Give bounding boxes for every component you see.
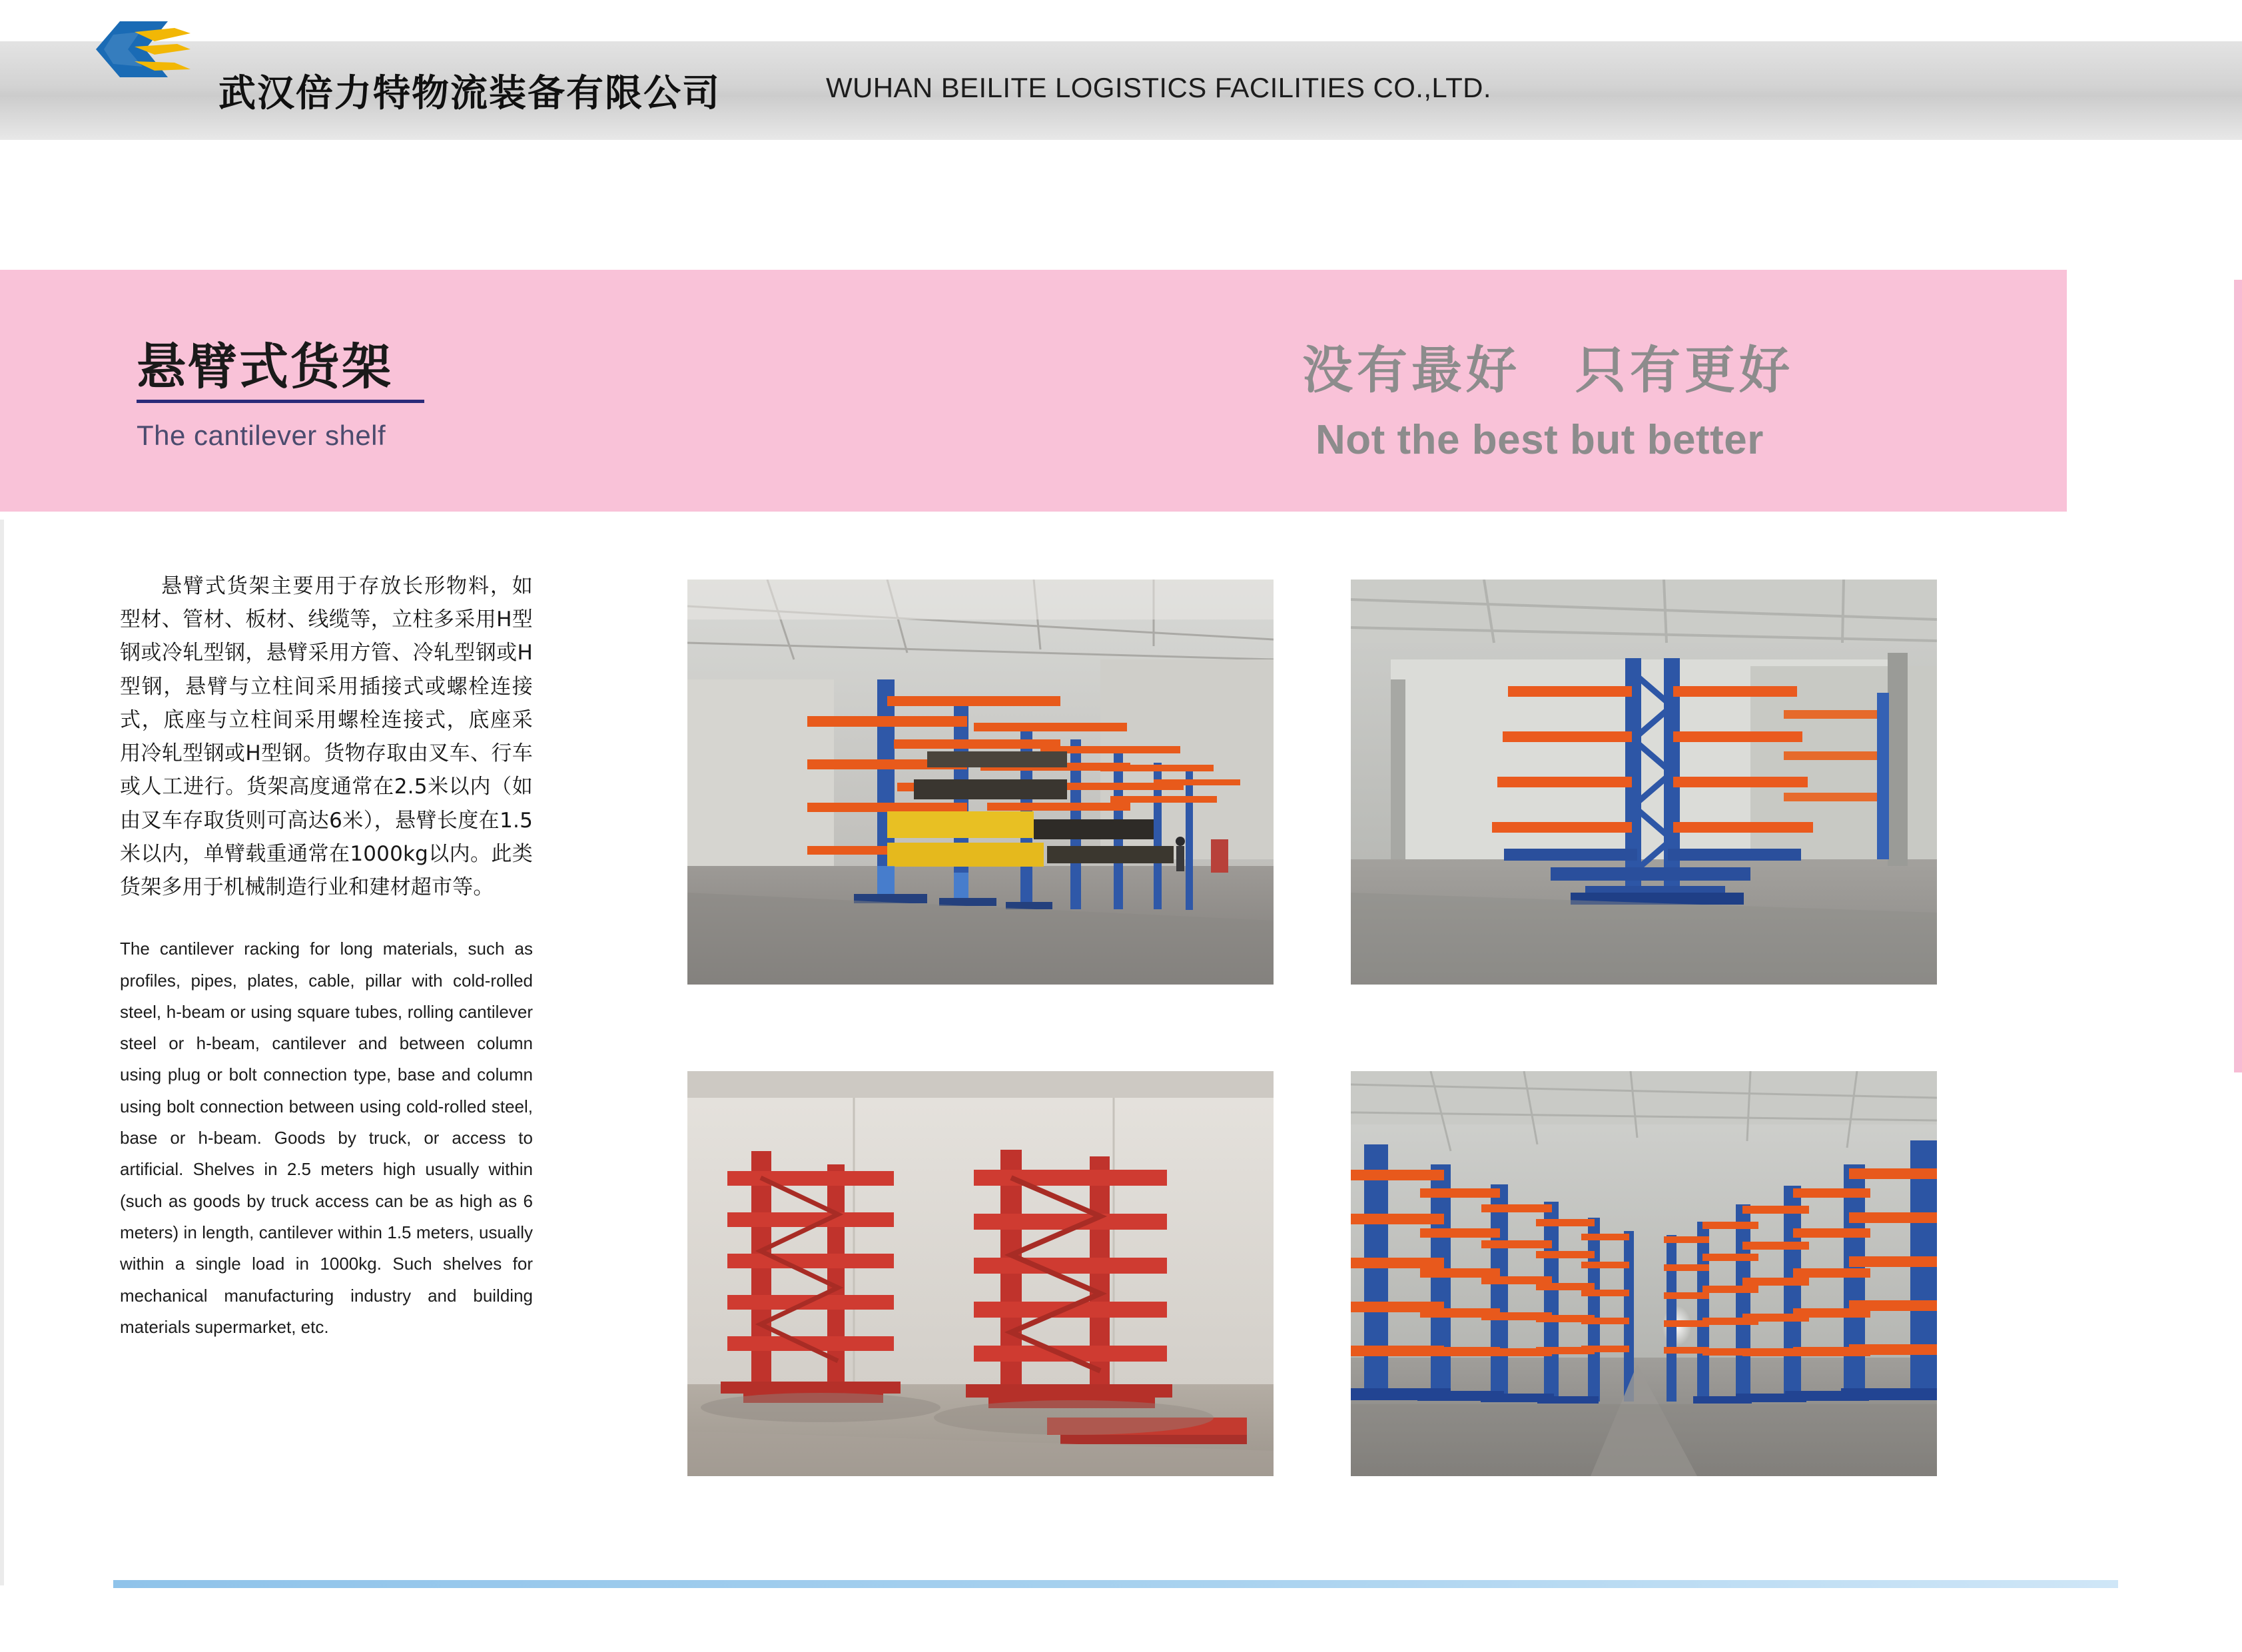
company-name-en: WUHAN BEILITE LOGISTICS FACILITIES CO.,LTD. [826,72,1491,103]
photo-cantilever-double-sided-orange [1351,580,1937,985]
title-underline [137,400,424,403]
company-name-cn: 武汉倍力特物流装备有限公司 [218,72,721,115]
footer-rule [113,1580,2118,1588]
description-column [120,570,533,1343]
right-edge-accent [2234,280,2242,1072]
slogan-cn: 没有最好 只有更好 [1302,340,1794,400]
slogan-en: Not the best but better [1315,417,1764,463]
page-title-en: The cantilever shelf [137,420,386,451]
left-edge-accent [0,520,4,1585]
photo-cantilever-rows-warehouse [1351,1071,1937,1476]
page-title-cn: 悬臂式货架 [137,338,393,396]
photo-cantilever-warehouse-orange-blue [687,580,1274,985]
beilite-logo-icon [93,12,193,87]
description-paragraph-cn: 悬臂式货架主要用于存放长形物料，如型材、管材、板材、线缆等，立柱多采用H型钢或冷轧型钢，悬臂采用方管、冷轧型钢或H型钢，悬臂与立柱间采用插接式或螺栓连接式，底座与立柱间采用螺栓连接式，底座采用冷轧型钢或H型钢。货物存取由叉车、行车或人工进行。货架高度通常在2.5米以内（如由叉车存取货则可高达6米），悬臂长度在1.5米以内，单臂载重通常在1000kg以内。此类货架多用于机械制造行业和建材超市等。 [120,574,533,899]
description-paragraph-en: The cantilever racking for long materials, such as profiles, pipes, plates, cable, pillar with cold-rolled steel, h-beam or using square tubes, rolling cantilever steel or h-beam, cantilever and between column using plug or bolt connection type, base and column using bolt connection between using cold-rolled steel, base or h-beam. Goods by truck, or access to artificial. Shelves in 2.5 meters high usually within (such as goods by truck access can be as high as 6 meters) in length, cantilever within 1.5 meters, usually within a single load in 1000kg. Such shelves for mechanical manufacturing industry and building materials supermarket, etc. [120,939,533,1337]
photo-cantilever-red-indoor [687,1071,1274,1476]
